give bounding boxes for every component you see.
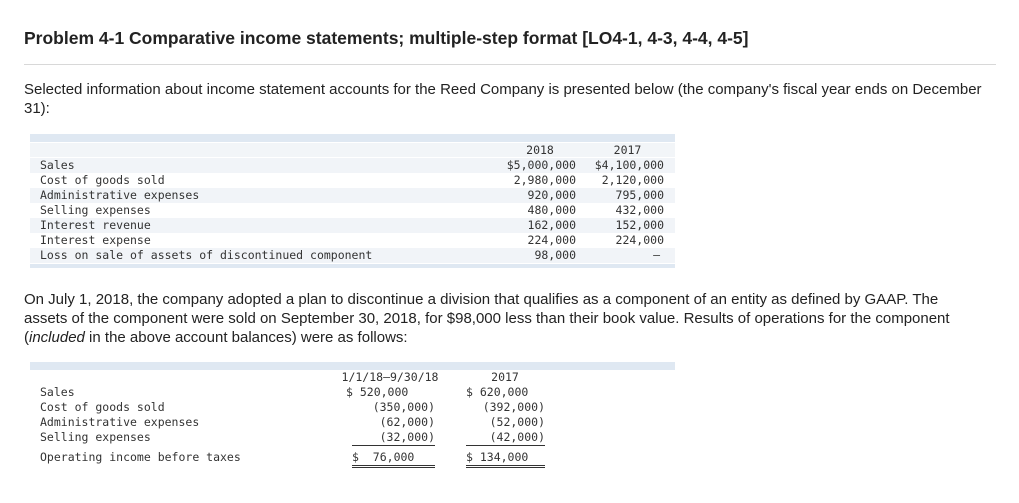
value-2017-operating-income: $ 134,000 — [466, 450, 545, 468]
value-2018-selling: 480,000 — [527, 203, 576, 217]
discontinued-operations-paragraph — [24, 290, 984, 347]
value-period-sales: $ 520,000 — [346, 385, 409, 399]
middle-italic: included — [29, 329, 85, 346]
row-label-interest-revenue: Interest revenue — [40, 218, 151, 232]
row-stripe — [30, 158, 675, 173]
problem-title: Problem 4-1 Comparative income statements; multiple-step format [LO4-1, 4-3, 4-4, 4-5] — [24, 28, 749, 48]
value-2017-selling: 432,000 — [615, 203, 664, 217]
value-2018-interest-revenue: 162,000 — [527, 218, 576, 232]
row-label-cogs: Cost of goods sold — [40, 400, 165, 414]
middle-end-text: in the above account balances) were as follows: — [84, 329, 408, 346]
row-label-admin: Administrative expenses — [40, 188, 200, 202]
row-label-interest-expense: Interest expense — [40, 233, 151, 247]
value-2017-loss-discontinued: – — [653, 248, 660, 262]
row-label-sales: Sales — [40, 158, 75, 172]
value-2018-sales: $5,000,000 — [506, 158, 576, 172]
value-2017-admin: (52,000) — [489, 415, 545, 429]
title-divider — [24, 64, 996, 65]
value-period-selling: (32,000) — [352, 430, 435, 446]
value-period-cogs: (350,000) — [372, 400, 435, 414]
dollar-sign: $ — [352, 450, 359, 464]
row-label-cogs: Cost of goods sold — [40, 173, 165, 187]
value-2017-cogs: 2,120,000 — [601, 173, 664, 187]
value-2017-selling: (42,000) — [466, 430, 545, 446]
middle-text: On July 1, 2018, the company adopted a plan to discontinue a division that qualifies as a component of an entity as defined by GAAP. The assets of the component were sold on September 30, 2018, for $98,000 less than their book value. Results of operations for the component ( — [24, 291, 950, 346]
value-2017-interest-revenue: 152,000 — [615, 218, 664, 232]
intro-paragraph: Selected information about income statement accounts for the Reed Company is presented below (the company's fiscal year ends on December 31): — [24, 81, 982, 117]
value-2017-cogs: (392,000) — [482, 400, 545, 414]
row-label-loss-discontinued: Loss on sale of assets of discontinued component — [40, 248, 373, 262]
period-operating-income-amount: 76,000 — [372, 450, 415, 464]
col-header-2017: 2017 — [491, 370, 519, 384]
value-2018-cogs: 2,980,000 — [513, 173, 576, 187]
row-label-operating-income: Operating income before taxes — [40, 450, 241, 464]
value-2017-sales: $4,100,000 — [594, 158, 664, 172]
col-header-2018: 2018 — [526, 143, 554, 157]
row-label-sales: Sales — [40, 385, 75, 399]
value-2018-interest-expense: 224,000 — [527, 233, 576, 247]
col-header-period: 1/1/18–9/30/18 — [341, 370, 439, 384]
income-accounts-table — [30, 134, 675, 268]
value-2018-loss-discontinued: 98,000 — [534, 248, 576, 262]
col-header-2017: 2017 — [613, 143, 642, 157]
row-label-selling: Selling expenses — [40, 430, 151, 444]
value-period-admin: (62,000) — [379, 415, 435, 429]
row-label-selling: Selling expenses — [40, 203, 151, 217]
value-period-operating-income — [352, 450, 435, 468]
value-2017-sales: $ 620,000 — [466, 385, 529, 399]
value-2017-admin: 795,000 — [615, 188, 664, 202]
value-2017-interest-expense: 224,000 — [615, 233, 664, 247]
row-label-admin: Administrative expenses — [40, 415, 200, 429]
value-2018-admin: 920,000 — [527, 188, 576, 202]
component-results-table — [30, 362, 675, 472]
